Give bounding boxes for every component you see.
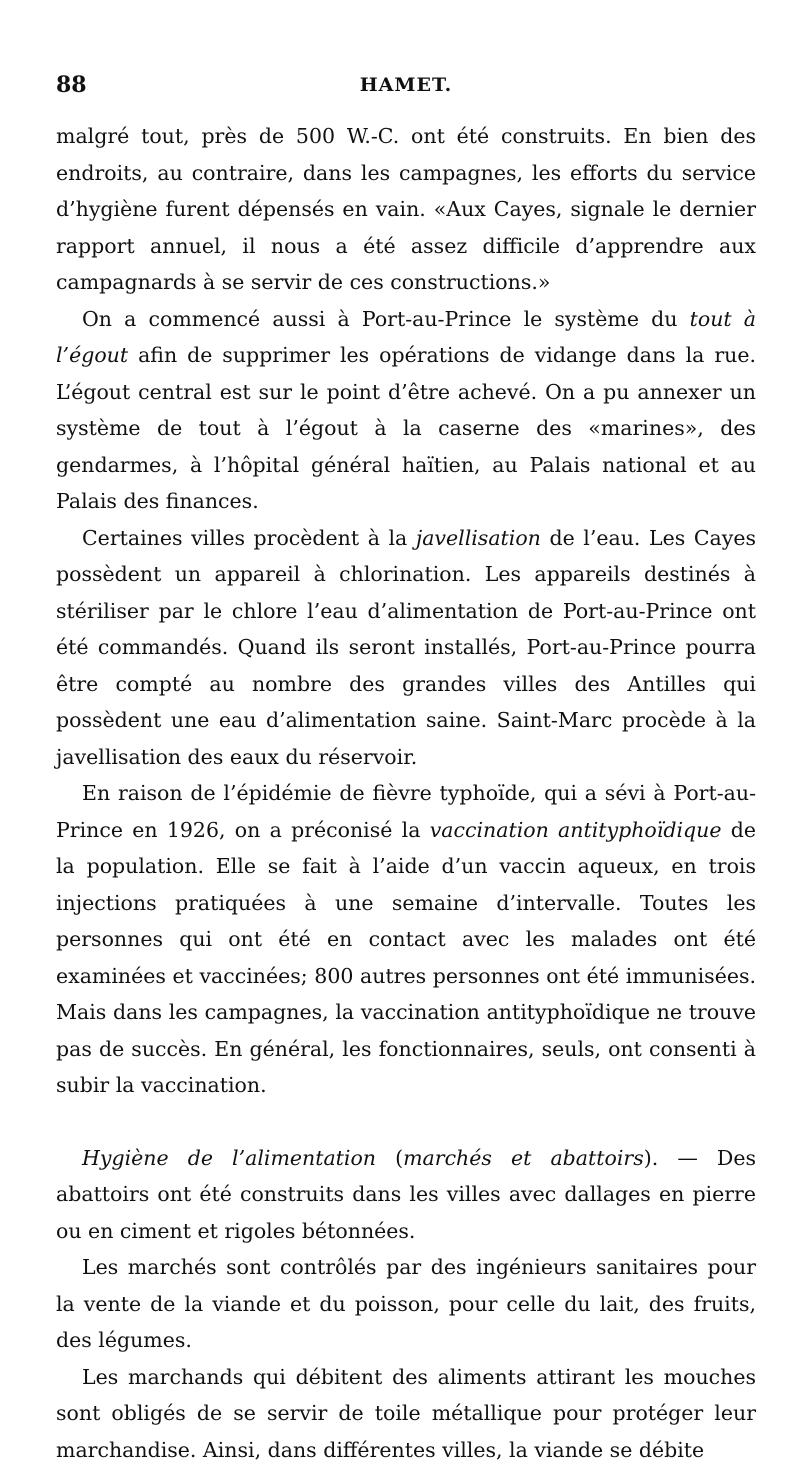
paragraph-text: Les marchés sont contrôlés par des ingénieurs sanitaires pour la vente de la viande et du poisson, pour celle du lait, des fruits, des légumes. [56, 1255, 756, 1352]
heading-punctuation: ). — [643, 1145, 717, 1170]
paragraph-marchands [56, 1359, 756, 1469]
paragraph-vaccination [56, 775, 756, 1104]
italic-term: vaccination antityphoïdique [429, 817, 722, 842]
paragraph-javellisation [56, 520, 756, 776]
paragraph-text: Des abattoirs ont été construits dans les villes avec dallages en pierre ou en ciment et rigoles bétonnées. [56, 1145, 757, 1243]
section-heading: Hygiène de l’alimentation [82, 1145, 377, 1170]
paragraph-marches [56, 1249, 756, 1359]
paragraph-text: Certaines villes procèdent à la [82, 525, 416, 550]
page-header [56, 72, 756, 106]
paragraph-continued [56, 118, 756, 301]
paragraph-text: On a commencé aussi à Port-au-Prince le système du [82, 306, 690, 331]
italic-term: javellisation [415, 525, 541, 550]
paragraph-text: de l’eau. Les Cayes possèdent un appareil à chlorination. Les appareils destinés à stériliser par le chlore l’eau d’alimentation de Port-au-Prince ont été commandés. Quand ils seront installés, Port-au-Prince pourra être compté au nombre des grandes villes des Antilles qui possèdent une eau d’alimentation saine. Saint-Marc procède à la javellisation des eaux du réservoir. [56, 525, 756, 769]
page-number: 88 [56, 72, 87, 98]
italic-term: tout à l’égout [56, 306, 756, 367]
paragraph-text: En raison de l’épidémie de fièvre typhoïde, qui a sévi à Port-au-Prince en 1926, on a préconisé la [56, 781, 756, 842]
paragraph-text: de la population. Elle se fait à l’aide d’un vaccin aqueux, en trois injections pratiquées à une semaine d’intervalle. Toutes les personnes qui ont été en contact avec les malades ont été examinées et vaccinées; 800 autres personnes ont été immunisées. Mais dans les campagnes, la vaccination antityphoïdique ne trouve pas de succès. En général, les fonctionnaires, seuls, ont consenti à subir la vaccination. [56, 817, 756, 1097]
section-subheading: marchés et abattoirs [403, 1145, 644, 1170]
paragraph-text: afin de supprimer les opérations de vidange dans la rue. L’égout central est sur le point d’être achevé. On a pu annexer un système de tout à l’égout à la caserne des «marines», des gendarmes, à l’hôpital général haïtien, au Palais national et au Palais des finances. [56, 343, 756, 513]
paragraph-text: Les marchands qui débitent des aliments attirant les mouches sont obligés de se servir de toile métallique pour protéger leur marchandise. Ainsi, dans différentes villes, la viande se débite [56, 1364, 756, 1462]
paragraph-text: malgré tout, près de 500 W.-C. ont été construits. En bien des endroits, au contraire, dans les campagnes, les efforts du service d’hygiène furent dépensés en vain. «Aux Cayes, signale le dernier rapport annuel, il nous a été assez difficile d’apprendre aux campagnards à se servir de ces constructions.» [56, 124, 756, 294]
heading-punctuation: ( [376, 1145, 404, 1170]
page-body [56, 118, 756, 1468]
running-title: HAMET. [359, 74, 453, 96]
section-hygiene-alimentation [56, 1140, 756, 1250]
paragraph-tout-a-legout [56, 301, 756, 520]
